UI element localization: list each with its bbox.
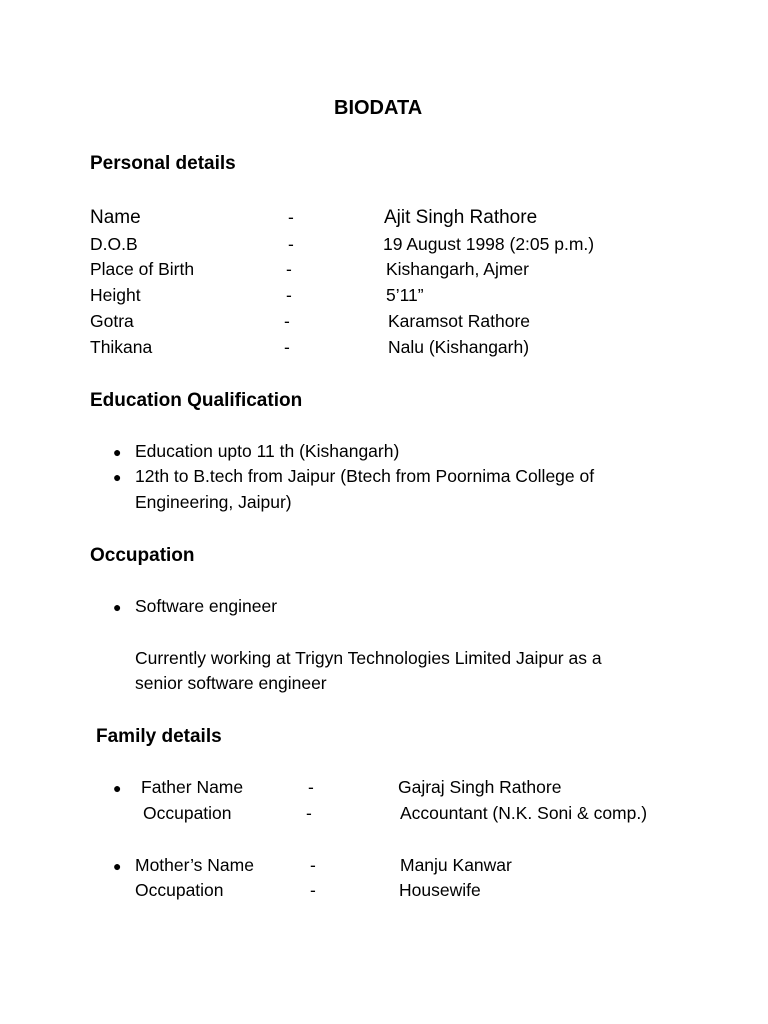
education-heading: Education Qualification xyxy=(90,390,303,411)
bullet-icon: ● xyxy=(113,599,122,615)
height-value: 5’11” xyxy=(386,285,424,305)
bullet-icon: ● xyxy=(113,469,122,485)
place-of-birth-value: Kishangarh, Ajmer xyxy=(386,259,529,279)
thikana-label: Thikana xyxy=(90,337,153,357)
father-name-value: Gajraj Singh Rathore xyxy=(398,777,562,797)
name-label: Name xyxy=(90,207,141,228)
bullet-icon: ● xyxy=(113,858,122,874)
occupation-note-line2: senior software engineer xyxy=(135,673,327,693)
thikana-value: Nalu (Kishangarh) xyxy=(388,337,530,357)
father-occupation-label: Occupation xyxy=(143,803,232,823)
father-occupation-separator: - xyxy=(306,803,312,823)
name-separator: - xyxy=(288,207,294,227)
thikana-separator: - xyxy=(284,337,290,357)
father-name-separator: - xyxy=(308,777,314,797)
place-of-birth-separator: - xyxy=(286,259,292,279)
family-heading: Family details xyxy=(96,726,222,747)
father-name-label: Father Name xyxy=(141,777,244,797)
occupation-note-line1: Currently working at Trigyn Technologies Limited Jaipur as a xyxy=(135,648,602,668)
bullet-icon: ● xyxy=(113,444,122,460)
name-value: Ajit Singh Rathore xyxy=(384,207,538,228)
education-item: Education upto 11 th (Kishangarh) xyxy=(135,441,400,461)
gotra-label: Gotra xyxy=(90,311,134,331)
occupation-heading: Occupation xyxy=(90,545,195,566)
height-label: Height xyxy=(90,285,141,305)
gotra-value: Karamsot Rathore xyxy=(388,311,531,331)
mother-name-separator: - xyxy=(310,855,316,875)
mother-name-value: Manju Kanwar xyxy=(400,855,512,875)
education-item: 12th to B.tech from Jaipur (Btech from Poornima College of xyxy=(135,466,595,486)
mother-name-label: Mother’s Name xyxy=(135,855,254,875)
gotra-separator: - xyxy=(284,311,290,331)
dob-label: D.O.B xyxy=(90,234,138,254)
mother-occupation-value: Housewife xyxy=(399,880,481,900)
height-separator: - xyxy=(286,285,292,305)
mother-occupation-separator: - xyxy=(310,880,316,900)
place-of-birth-label: Place of Birth xyxy=(90,259,195,279)
dob-separator: - xyxy=(288,234,294,254)
father-occupation-value: Accountant (N.K. Soni & comp.) xyxy=(400,803,648,823)
mother-occupation-label: Occupation xyxy=(135,880,224,900)
occupation-item: Software engineer xyxy=(135,596,278,616)
document-title: BIODATA xyxy=(334,97,423,119)
education-item-continuation: Engineering, Jaipur) xyxy=(135,492,292,512)
dob-value: 19 August 1998 (2:05 p.m.) xyxy=(383,234,595,254)
bullet-icon: ● xyxy=(113,780,122,796)
personal-details-heading: Personal details xyxy=(90,153,236,174)
